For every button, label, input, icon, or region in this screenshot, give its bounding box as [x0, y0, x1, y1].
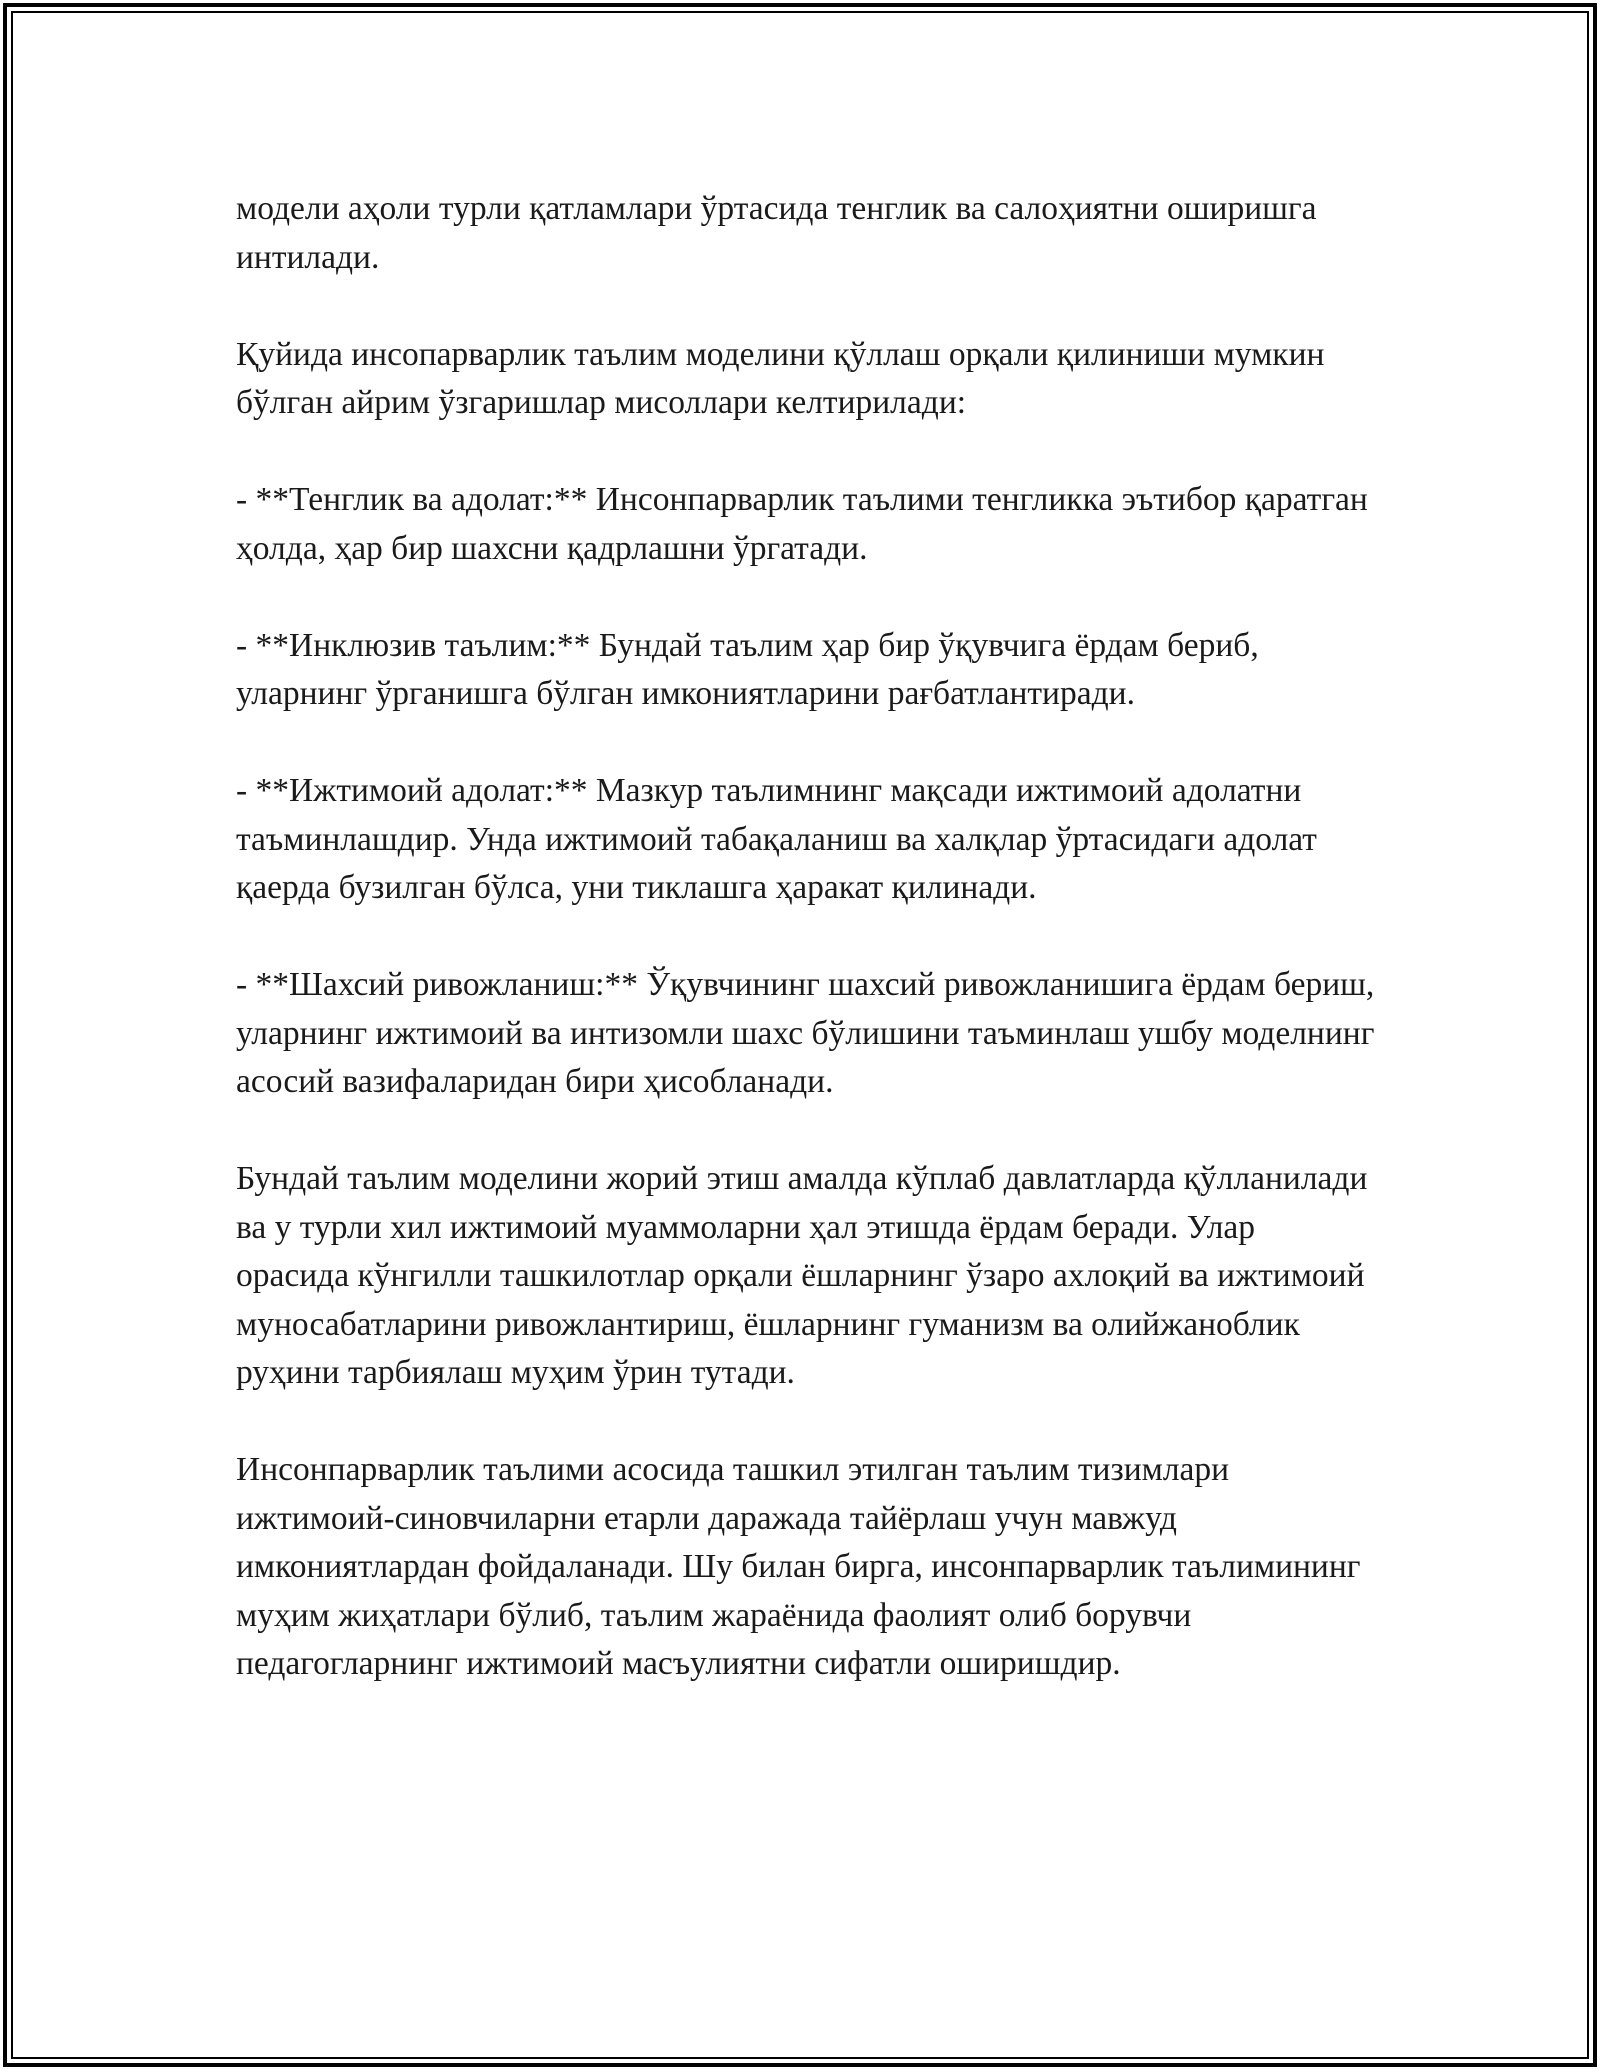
list-item-inclusive-education: - **Инклюзив таълим:** Бундай таълим ҳар бир ўқувчига ёрдам бериб, уларнинг ўрганишга бўлган имкониятларини рағбатлантиради. — [236, 626, 1259, 712]
paragraph-examples-intro: Қуйида инсопарварлик таълим моделини қўллаш орқали қилиниши мумкин бўлган айрим ўзгаришлар мисоллари келтирилади: — [236, 335, 1325, 421]
list-item-equality-justice: - **Тенглик ва адолат:** Инсонпарварлик таълими тенгликка эътибор қаратган ҳолда, ҳар бир шахсни қадрлашни ўргатади. — [236, 481, 1368, 567]
document-body — [236, 185, 1376, 1689]
list-item-social-justice: - **Ижтимоий адолат:** Мазкур таълимнинг мақсади ижтимоий адолатни таъминлашдир. Унда ижтимоий табақаланиш ва халқлар ўртасидаги адолат қаерда бузилган бўлса, уни тиклашга ҳаракат қилинади. — [236, 772, 1317, 906]
paragraph-implementation: Бундай таълим моделини жорий этиш амалда кўплаб давлатларда қўлланилади ва у турли хил ижтимоий муаммоларни ҳал этишда ёрдам беради. Улар орасида кўнгилли ташкилотлар орқали ёшларнинг ўзаро ахлоқий ва ижтимоий муносабатларини ривожлантириш, ёшларнинг гуманизм ва олийжаноблик руҳини тарбиялаш муҳим ўрин тутади. — [236, 1160, 1368, 1391]
paragraph-intro-continuation: модели аҳоли турли қатламлари ўртасида тенглик ва салоҳиятни оширишга интилади. — [236, 190, 1317, 276]
paragraph-conclusion: Инсонпарварлик таълими асосида ташкил этилган таълим тизимлари ижтимоий-синовчиларни етарли даражада тайёрлаш учун мавжуд имкониятлардан фойдаланади. Шу билан бирга, инсонпарварлик таълимининг муҳим жиҳатлари бўлиб, таълим жараёнида фаолият олиб борувчи педагогларнинг ижтимоий масъулиятни сифатли оширишдир. — [236, 1451, 1361, 1682]
list-item-personal-development: - **Шахсий ривожланиш:** Ўқувчининг шахсий ривожланишига ёрдам бериш, уларнинг ижтимоий ва интизомли шахс бўлишини таъминлаш ушбу моделнинг асосий вазифаларидан бири ҳисобланади. — [236, 966, 1375, 1100]
